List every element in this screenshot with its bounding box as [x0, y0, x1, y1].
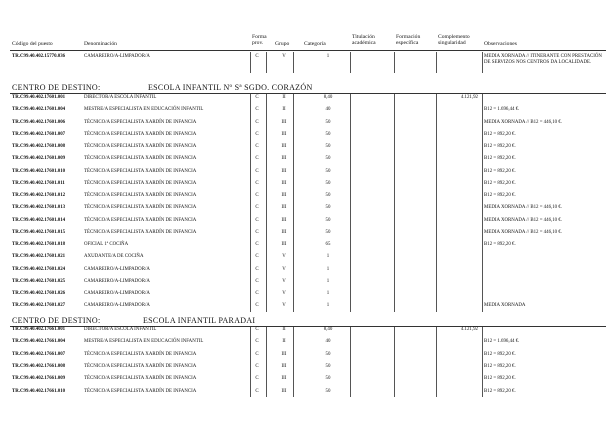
table-row-code: TR.C99.40.402.17601.011 [12, 180, 65, 186]
table-row-obs: B12 = 892,20 €. [484, 180, 516, 186]
table-row-code: TR.C99.40.402.17661.007 [12, 351, 66, 357]
table-row-grupo: III [281, 388, 287, 394]
table-row-obs: MEDIA XORNADA // B12 = 446,10 €. [484, 229, 563, 235]
table-row-obs: B12 = 892,20 €. [484, 144, 516, 149]
table-row-name: TÉCNICO/A ESPECIALISTA XARDÍN DE INFANCIA [84, 376, 197, 382]
table-row-forma: C [255, 180, 259, 186]
first-block-column-line-1 [266, 52, 267, 73]
table-row-code: TR.C99.40.402.17601.014 [12, 217, 66, 223]
table-row-name: CAMAREIRO/A-LIMPADOR/A [84, 303, 150, 309]
table-row-obs: B12 = 1.696,44 €. [484, 339, 520, 345]
table-row-code: TR.C99.40.402.17661.009 [12, 376, 66, 382]
header-grupo: Grupo [275, 41, 290, 47]
table-row-name: TÉCNICO/A ESPECIALISTA XARDÍN DE INFANCIA [84, 217, 197, 223]
table-row-grupo: III [281, 119, 287, 125]
table-row-forma: C [255, 54, 259, 59]
table-row-cat: 50 [325, 156, 331, 162]
table-row-name: CAMAREIRO/A-LIMPADOR/A [84, 54, 150, 59]
table-row-forma: C [255, 193, 259, 198]
table-row-code: TR.C99.40.402.17601.025 [12, 278, 66, 284]
table-row-cat: 50 [325, 229, 331, 235]
table-row-code: TR.C99.40.402.17601.007 [12, 131, 66, 137]
table-row-name: CAMAREIRO/A-LIMPADOR/A [84, 266, 150, 272]
table-row-cat: 1 [326, 291, 330, 296]
header-denominacion: Denominación [84, 41, 117, 47]
table-row-code: TR.C99.40.402.17661.004 [12, 339, 66, 345]
table-row-code: TR.C99.40.402.17601.008 [12, 144, 66, 149]
center-1-column-line-0 [250, 327, 251, 397]
table-row-obs: B12 = 892,20 €. [484, 242, 516, 247]
table-row-obs: B12 = 892,20 €. [484, 156, 516, 162]
table-row-name: TÉCNICO/A ESPECIALISTA XARDÍN DE INFANCIA [84, 363, 197, 369]
table-row-name: TÉCNICO/A ESPECIALISTA XARDÍN DE INFANCIA [84, 193, 197, 198]
table-row-comp: 4.121,92 [460, 327, 478, 332]
table-row-grupo: V [282, 254, 286, 260]
table-row-grupo: III [281, 242, 287, 247]
table-row-name: TÉCNICO/A ESPECIALISTA XARDÍN DE INFANCIA [84, 144, 197, 149]
table-row-cat: 1 [326, 266, 330, 272]
table-row-name: TÉCNICO/A ESPECIALISTA XARDÍN DE INFANCIA [84, 180, 197, 186]
table-row-cat: 50 [325, 180, 331, 186]
table-row-code: TR.C99.40.402.17661.010 [12, 388, 66, 394]
table-row-obs: MEDIA XORNADA // B12 = 446,10 €. [484, 217, 563, 223]
table-row-name: TÉCNICO/A ESPECIALISTA XARDÍN DE INFANCIA [84, 119, 197, 125]
table-row-grupo: II [282, 339, 286, 345]
table-row-grupo: III [281, 180, 287, 186]
table-row-cat: 8,40 [323, 327, 333, 332]
table-row-cat: 50 [325, 168, 331, 174]
header-titulacion: Titulación académica [352, 34, 376, 47]
table-row-obs: B12 = 1.696,44 €. [484, 107, 520, 113]
first-block-column-line-5 [436, 52, 437, 73]
table-row-grupo: III [281, 144, 287, 149]
table-row-grupo: V [282, 303, 286, 309]
table-row-name: CAMAREIRO/A-LIMPADOR/A [84, 278, 150, 284]
table-row-cat: 50 [325, 193, 331, 198]
table-row-obs: MEDIA XORNADA // ITINERANTE CON PRESTACIÓN DE SERVIZOS NOS CENTROS DA LOCALIDADE. [484, 54, 602, 65]
table-row-cat: 50 [325, 144, 331, 149]
table-row-cat: 40 [325, 107, 331, 113]
table-row-forma: C [255, 278, 259, 284]
first-block-column-line-4 [394, 52, 395, 73]
center-1-column-line-6 [482, 327, 483, 397]
table-row-cat: 1 [326, 254, 330, 260]
table-row-forma: C [255, 266, 259, 272]
center-0-column-line-3 [350, 94, 351, 312]
center-1-column-line-3 [350, 327, 351, 397]
table-row-obs: B12 = 892,20 €. [484, 388, 516, 394]
center-0-column-line-4 [394, 94, 395, 312]
center-0-column-line-6 [482, 94, 483, 312]
center-label: CENTRO DE DESTINO: [12, 83, 101, 92]
table-row-forma: C [255, 339, 259, 345]
table-row-code: TR.C99.40.402.17601.024 [12, 266, 66, 272]
table-row-grupo: III [281, 193, 287, 198]
table-row-grupo: II [282, 107, 286, 113]
table-row-name: AXUDANTE/A DE COCIÑA [84, 254, 144, 260]
header-forma-prov: Forma prov. [252, 34, 267, 47]
table-row-name: TÉCNICO/A ESPECIALISTA XARDÍN DE INFANCIA [84, 156, 197, 162]
table-row-forma: C [255, 107, 259, 113]
table-row-grupo: III [281, 156, 287, 162]
table-row-grupo: V [282, 278, 286, 284]
center-0-column-line-1 [266, 94, 267, 312]
header-categoria: Categoría [304, 41, 326, 47]
table-row-code: TR.C99.40.402.15770.036 [12, 54, 66, 59]
table-row-name: TÉCNICO/A ESPECIALISTA XARDÍN DE INFANCIA [84, 229, 197, 235]
table-row-obs: B12 = 892,20 €. [484, 193, 516, 198]
table-row-code: TR.C99.40.402.17601.015 [12, 229, 66, 235]
table-row-cat: 65 [325, 242, 331, 247]
table-row-cat: 50 [325, 119, 331, 125]
table-row-code: TR.C99.40.402.17601.013 [12, 205, 66, 211]
table-row-forma: C [255, 156, 259, 162]
table-row-obs: B12 = 892,20 €. [484, 168, 516, 174]
table-row-grupo: III [281, 376, 287, 382]
table-row-forma: C [255, 242, 259, 247]
table-row-forma: C [255, 363, 259, 369]
header-rule [10, 50, 606, 51]
table-row-cat: 50 [325, 131, 331, 137]
table-row-cat: 40 [325, 339, 331, 345]
table-row-forma: C [255, 229, 259, 235]
table-row-forma: C [255, 217, 259, 223]
table-row-cat: 50 [325, 388, 331, 394]
table-row-code: TR.C99.40.402.17601.010 [12, 168, 66, 174]
table-row-obs: MEDIA XORNADA // B12 = 446,10 €. [484, 205, 563, 211]
center-1-column-line-4 [394, 327, 395, 397]
table-row-name: DIRECTOR/A ESCOLA INFANTIL [84, 95, 157, 100]
table-row-obs: B12 = 892,20 €. [484, 351, 516, 357]
table-row-forma: C [255, 168, 259, 174]
table-row-grupo: V [282, 266, 286, 272]
table-row-cat: 50 [325, 205, 331, 211]
header-complemento: Complemento singularidad [438, 34, 470, 47]
table-row-name: OFICIAL 1ª COCIÑA [84, 242, 129, 247]
table-row-cat: 50 [325, 351, 331, 357]
first-block-column-line-0 [250, 52, 251, 73]
center-1-column-line-2 [293, 327, 294, 397]
center-name: ESCOLA INFANTIL PARADAI [143, 316, 256, 325]
table-row-cat: 8,40 [323, 95, 333, 100]
table-row-obs: B12 = 892,20 €. [484, 363, 516, 369]
table-row-name: MESTRE/A ESPECIALISTA EN EDUCACIÓN INFANTIL [84, 339, 204, 345]
table-row-forma: C [255, 291, 259, 296]
table-row-forma: C [255, 303, 259, 309]
center-0-column-line-5 [436, 94, 437, 312]
center-rule [10, 93, 606, 94]
table-row-code: TR.C99.40.402.17601.004 [12, 107, 66, 113]
table-row-code: TR.C99.40.402.17661.001 [12, 327, 66, 332]
table-row-cat: 50 [325, 376, 331, 382]
table-row-grupo: III [281, 351, 287, 357]
header-observaciones: Observaciones [484, 41, 517, 47]
table-row-forma: C [255, 376, 259, 382]
table-row-name: TÉCNICO/A ESPECIALISTA XARDÍN DE INFANCIA [84, 388, 197, 394]
table-row-forma: C [255, 351, 259, 357]
center-0-column-line-0 [250, 94, 251, 312]
header-formacion: Formación específica [396, 34, 421, 47]
table-row-code: TR.C99.40.402.17601.009 [12, 156, 66, 162]
table-row-grupo: V [282, 291, 286, 296]
table-row-name: TÉCNICO/A ESPECIALISTA XARDÍN DE INFANCIA [84, 168, 197, 174]
table-row-code: TR.C99.40.402.17601.026 [12, 291, 66, 296]
table-row-grupo: III [281, 217, 287, 223]
table-row-grupo: III [281, 363, 287, 369]
center-1-column-line-1 [266, 327, 267, 397]
table-row-forma: C [255, 144, 259, 149]
first-block-column-line-6 [482, 52, 483, 73]
table-row-code: TR.C99.40.402.17601.027 [12, 303, 66, 309]
table-row-name: CAMAREIRO/A-LIMPADOR/A [84, 291, 150, 296]
table-row-name: TÉCNICO/A ESPECIALISTA XARDÍN DE INFANCIA [84, 205, 197, 211]
center-0-column-line-2 [293, 94, 294, 312]
table-row-cat: 1 [326, 54, 330, 59]
table-row-code: TR.C99.40.402.17601.006 [12, 119, 66, 125]
table-row-name: DIRECTOR/A ESCOLA INFANTIL [84, 327, 157, 332]
table-row-forma: C [255, 254, 259, 260]
table-row-obs: MEDIA XORNADA [484, 303, 526, 309]
header-codigo: Código del puesto [12, 41, 53, 47]
table-row-cat: 1 [326, 303, 330, 309]
table-row-forma: C [255, 388, 259, 394]
table-row-forma: C [255, 327, 259, 332]
center-name: ESCOLA INFANTIL Nº Sª SGDO. CORAZÓN [148, 83, 313, 92]
table-row-code: TR.C99.40.402.17661.008 [12, 363, 66, 369]
table-row-grupo: III [281, 131, 287, 137]
table-row-obs: B12 = 892,20 €. [484, 131, 516, 137]
table-row-forma: C [255, 205, 259, 211]
table-row-comp: 4.121,92 [460, 95, 478, 100]
first-block-column-line-3 [350, 52, 351, 73]
table-row-cat: 1 [326, 278, 330, 284]
table-row-grupo: III [281, 229, 287, 235]
table-row-name: TÉCNICO/A ESPECIALISTA XARDÍN DE INFANCIA [84, 351, 197, 357]
table-row-grupo: III [281, 205, 287, 211]
table-row-cat: 50 [325, 217, 331, 223]
table-row-obs: MEDIA XORNADA // B12 = 446,10 €. [484, 119, 563, 125]
table-row-grupo: III [281, 168, 287, 174]
table-row-forma: C [255, 95, 259, 100]
table-row-code: TR.C99.40.402.17601.001 [12, 95, 66, 100]
table-row-grupo: II [282, 95, 286, 100]
table-row-code: TR.C99.40.402.17601.012 [12, 193, 66, 198]
center-label: CENTRO DE DESTINO: [12, 316, 101, 325]
table-row-obs: B12 = 892,20 €. [484, 376, 516, 382]
center-1-column-line-5 [436, 327, 437, 397]
table-row-forma: C [255, 119, 259, 125]
table-row-forma: C [255, 131, 259, 137]
table-row-cat: 50 [325, 363, 331, 369]
first-block-column-line-2 [293, 52, 294, 73]
table-row-grupo: V [282, 54, 286, 59]
table-row-code: TR.C99.40.402.17601.021 [12, 254, 66, 260]
table-row-name: MESTRE/A ESPECIALISTA EN EDUCACIÓN INFANTIL [84, 107, 204, 113]
table-row-name: TÉCNICO/A ESPECIALISTA XARDÍN DE INFANCIA [84, 131, 197, 137]
table-row-grupo: II [282, 327, 286, 332]
table-row-code: TR.C99.40.402.17601.018 [12, 242, 66, 247]
